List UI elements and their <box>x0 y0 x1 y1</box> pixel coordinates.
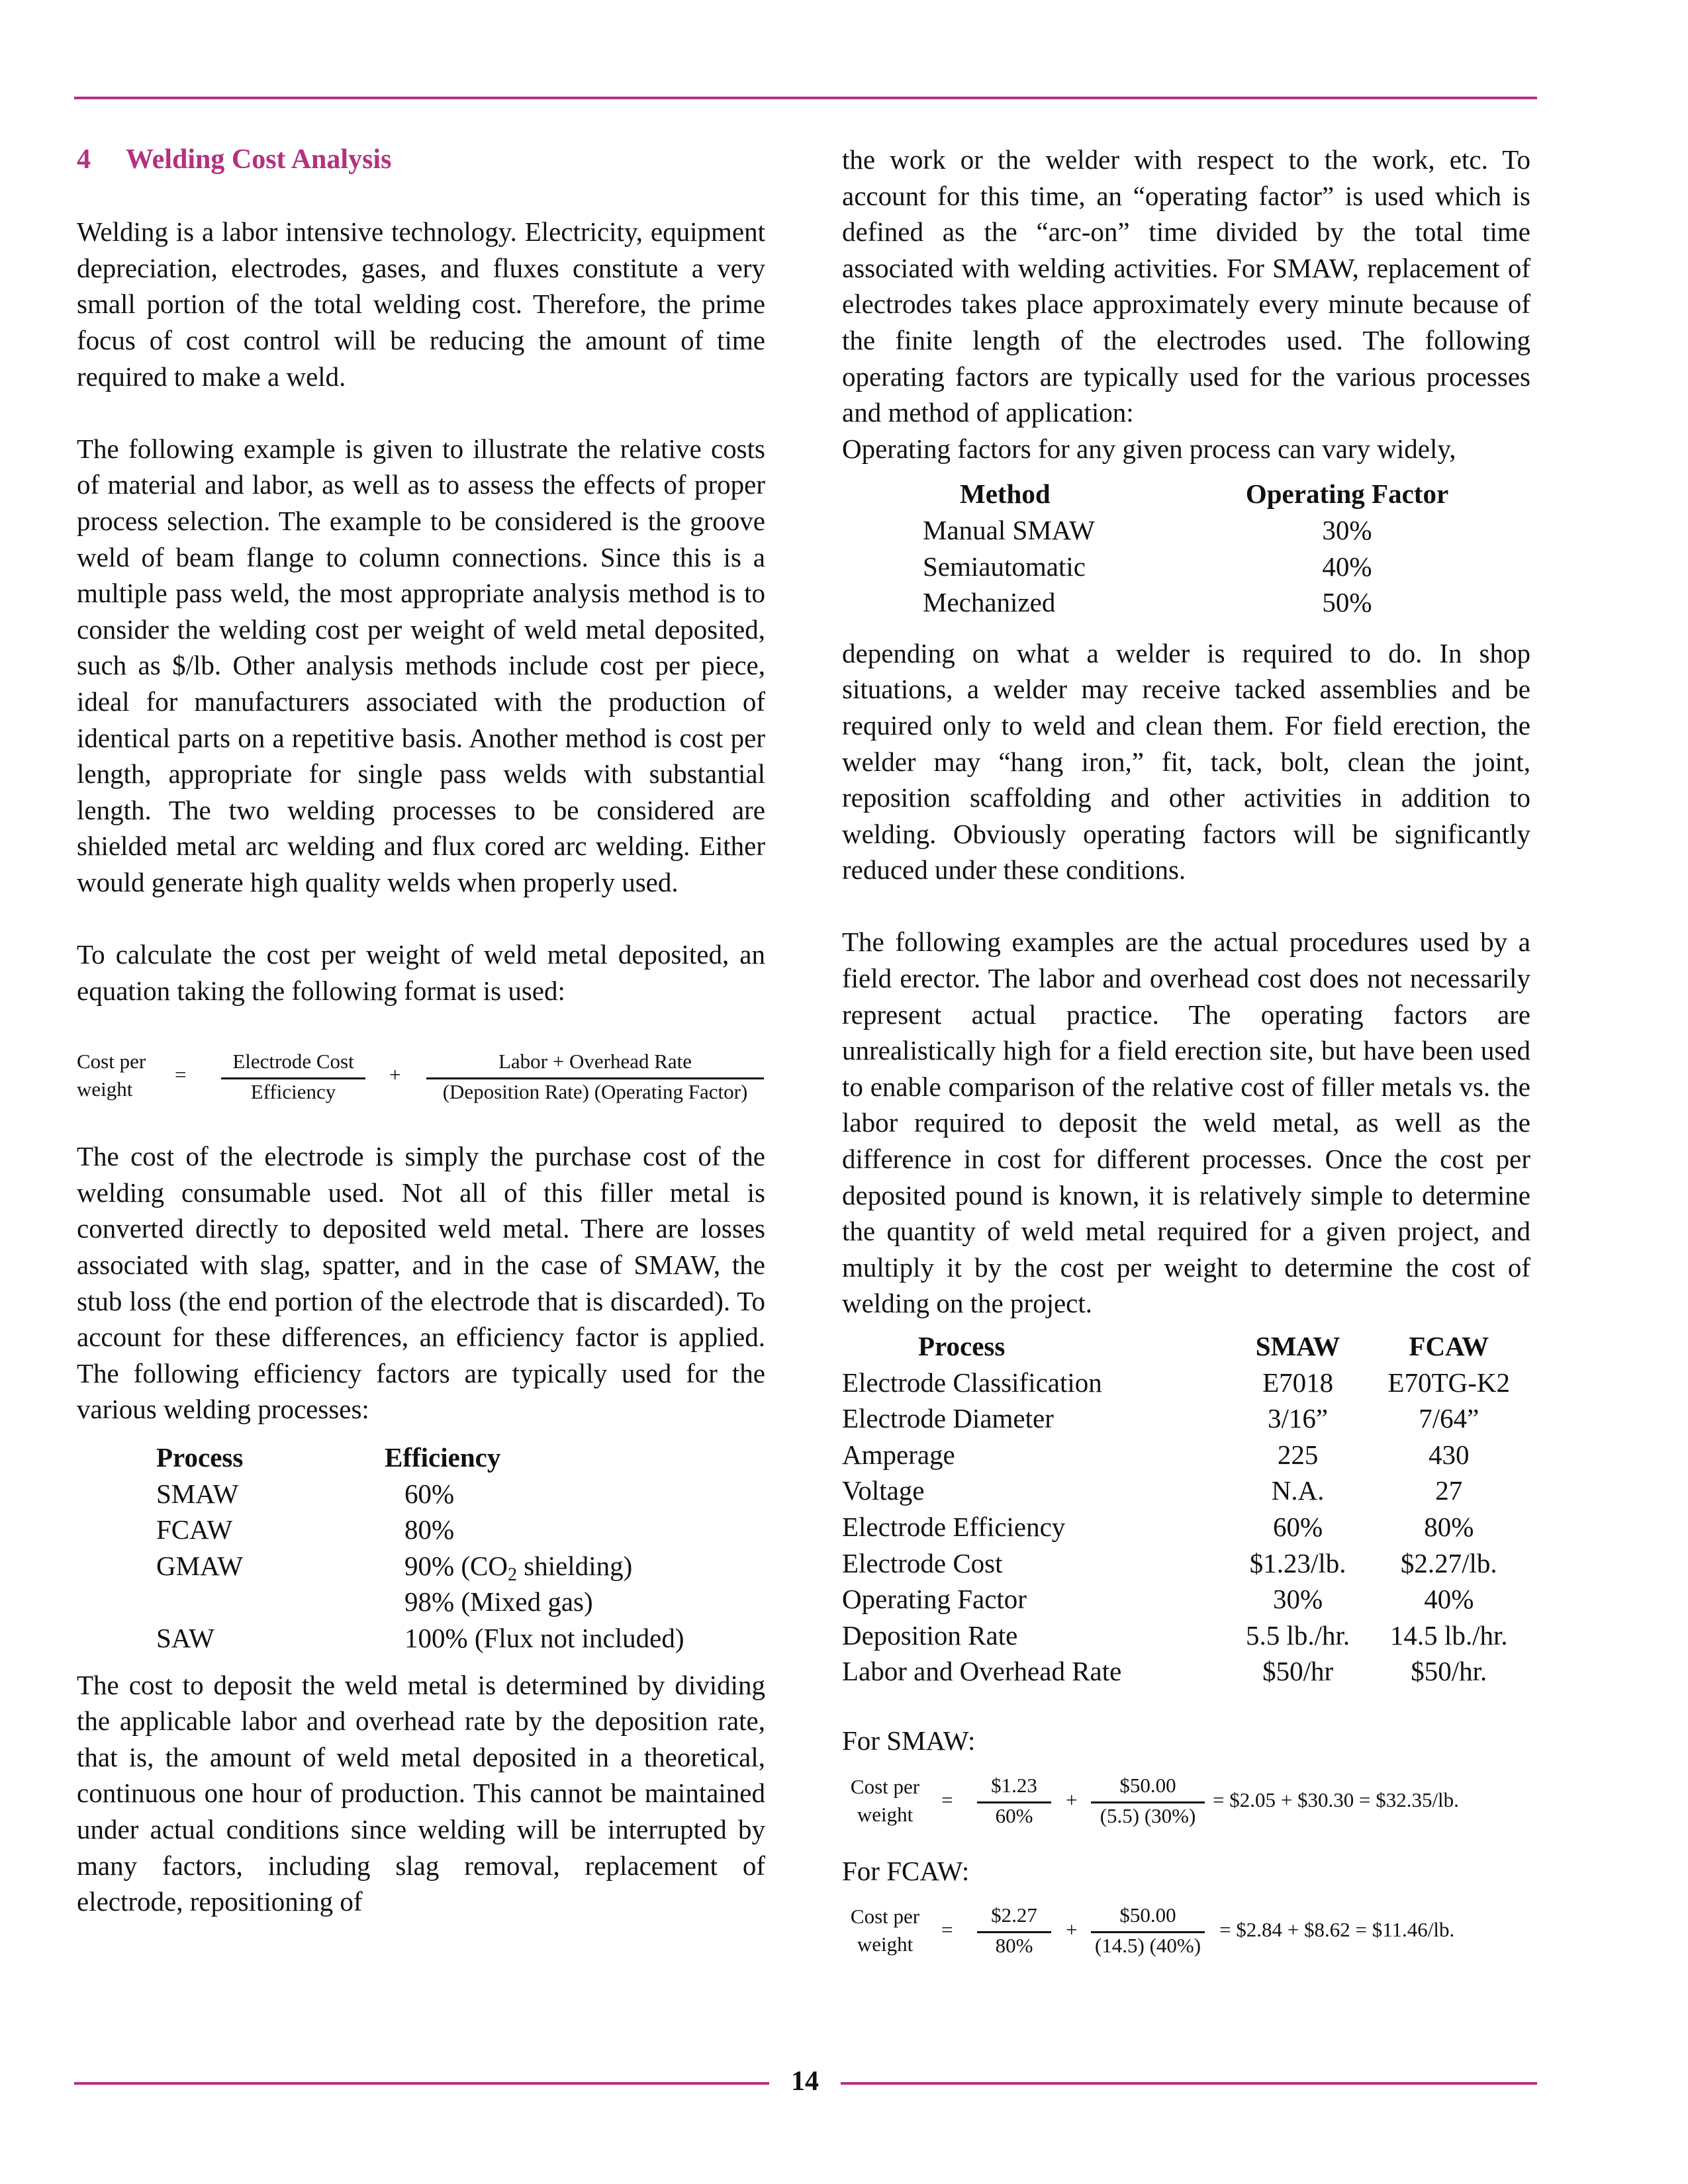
calc-term2-numerator: $50.00 <box>1119 1773 1176 1797</box>
table-row <box>842 1400 1530 1437</box>
table-cell: 14.5 lb./hr. <box>1389 1619 1508 1651</box>
table-cell: Operating Factor <box>842 1584 1027 1615</box>
table-cell: Semiautomatic <box>923 551 1086 582</box>
smaw-calculation <box>842 1767 1530 1840</box>
table-cell: SAW <box>156 1622 214 1653</box>
fcaw-calculation <box>842 1897 1530 1970</box>
efficiency-table <box>156 1439 684 1657</box>
table-row <box>842 1473 1530 1509</box>
table-header-row <box>156 1439 684 1476</box>
footer-rule-left <box>74 2082 769 2085</box>
paragraph: Operating factors for any given process can vary widely, <box>842 433 1456 464</box>
table-cell: $2.27/lb. <box>1400 1547 1497 1578</box>
calc-term1-denominator: 80% <box>995 1934 1033 1958</box>
formula-term1-denominator: Efficiency <box>250 1080 336 1104</box>
calc-plus: + <box>1066 1788 1078 1811</box>
table-cell: E70TG-K2 <box>1387 1367 1510 1398</box>
table-cell: $50/hr. <box>1411 1656 1487 1687</box>
eff-text: 90% (CO <box>404 1550 508 1581</box>
smaw-calc-label: For SMAW: <box>842 1725 976 1756</box>
table-header: Method <box>960 478 1051 510</box>
paragraph: The cost to deposit the weld metal is determined by dividing the applicable labor and overhead rate by the deposition rate, that is, the amount of weld metal deposited in a theoretical, continuous one hour of production. This cannot be maintained under actual conditions since welding will be interrupted by many factors, including slag removal, replacement of electrode, repositioning of <box>77 1669 765 1917</box>
table-cell: 7/64” <box>1419 1403 1479 1434</box>
section-title: Welding Cost Analysis <box>126 144 392 175</box>
formula-term2-numerator: Labor + Overhead Rate <box>498 1050 692 1073</box>
table-cell: SMAW <box>156 1478 239 1509</box>
calc-term2-denominator: (5.5) (30%) <box>1100 1803 1196 1827</box>
table-row <box>842 1509 1530 1545</box>
formula-term1-numerator: Electrode Cost <box>232 1050 354 1073</box>
table-row <box>842 1653 1530 1690</box>
table-cell: FCAW <box>156 1514 233 1545</box>
table-cell: 60% <box>1273 1511 1323 1542</box>
calc-term2-denominator: (14.5) (40%) <box>1094 1934 1201 1958</box>
table-row <box>923 584 1456 621</box>
formula-equals: = <box>175 1063 187 1087</box>
table-cell <box>385 1548 684 1584</box>
table-cell: 5.5 lb./hr. <box>1245 1619 1350 1651</box>
subscript: 2 <box>508 1564 518 1585</box>
table-cell: 98% (Mixed gas) <box>404 1586 593 1617</box>
calc-lhs-line2: weight <box>857 1933 914 1956</box>
table-header: Process <box>918 1331 1006 1361</box>
calc-term1-denominator: 60% <box>995 1803 1033 1827</box>
table-cell: Mechanized <box>923 587 1056 618</box>
section-heading <box>77 142 765 178</box>
table-cell: 80% <box>404 1514 455 1545</box>
table-cell: $1.23/lb. <box>1249 1547 1346 1578</box>
table-row <box>842 1617 1530 1654</box>
table-cell: Electrode Diameter <box>842 1403 1054 1434</box>
calc-lhs-line2: weight <box>857 1802 914 1826</box>
table-row <box>156 1548 684 1584</box>
table-cell: E7018 <box>1262 1367 1334 1398</box>
table-header: SMAW <box>1255 1331 1340 1361</box>
table-header: Efficiency <box>385 1442 501 1473</box>
table-cell: Labor and Overhead Rate <box>842 1656 1122 1687</box>
table-cell: 60% <box>404 1478 455 1509</box>
table-cell: 225 <box>1277 1439 1319 1470</box>
operating-factor-table <box>923 476 1456 620</box>
calc-equals: = <box>941 1788 953 1811</box>
table-row <box>842 1581 1530 1617</box>
table-cell: $50/hr <box>1262 1656 1334 1687</box>
calc-term1-numerator: $2.27 <box>991 1903 1037 1927</box>
paragraph: depending on what a welder is required to do. In shop situations, a welder may receive tacked assemblies and be required only to weld and clean them. For field erection, the welder may “hang iron,” fit, tack, bolt, clean the joint, reposition scaffolding and other activities in addition to welding. Obviously operating factors will be significantly reduced under these conditions. <box>842 637 1530 886</box>
calc-result: = $2.05 + $30.30 = $32.35/lb. <box>1213 1788 1459 1811</box>
table-row <box>156 1512 684 1548</box>
table-cell: Electrode Efficiency <box>842 1511 1066 1542</box>
table-header-row <box>842 1328 1530 1365</box>
right-column <box>842 142 1530 1983</box>
formula-plus: + <box>389 1063 401 1087</box>
table-header: Operating Factor <box>1245 478 1449 510</box>
table-row <box>842 1365 1530 1401</box>
paragraph: the work or the welder with respect to the work, etc. To account for this time, an “operating factor” is used which is defined as the “arc-on” time divided by the total time associated with welding activities. For SMAW, replacement of electrodes takes place approximately every minute because of the finite length of the electrodes used. The following operating factors are typically used for the various processes and method of application: <box>842 144 1530 428</box>
table-cell: Electrode Cost <box>842 1547 1003 1578</box>
table-row <box>156 1584 684 1620</box>
table-row <box>842 1545 1530 1582</box>
table-cell: Voltage <box>842 1475 925 1506</box>
table-cell: 40% <box>1322 551 1372 582</box>
paragraph: The following examples are the actual procedures used by a field erector. The labor and overhead cost does not necessarily represent actual practice. The operating factors are unrealistically high for a field erection site, but have been used to enable comparison of the relative cost of filler metals vs. the labor required to deposit the weld metal, as well as the difference in cost for different processes. Once the cost per deposited pound is known, it is relatively simple to determine the quantity of weld metal required for a given project, and multiply it by the cost per weight to determine the cost of welding on the project. <box>842 927 1530 1319</box>
paragraph: To calculate the cost per weight of weld metal deposited, an equation taking the following format is used: <box>77 939 765 1006</box>
table-cell: Amperage <box>842 1439 955 1470</box>
table-header: FCAW <box>1409 1331 1489 1361</box>
table-row <box>923 549 1456 585</box>
table-cell: 27 <box>1435 1475 1463 1506</box>
table-cell: Manual SMAW <box>923 514 1095 545</box>
table-row <box>156 1476 684 1512</box>
process-comparison-table <box>842 1328 1530 1690</box>
formula-lhs-line1: Cost per <box>77 1050 146 1073</box>
calc-lhs-line1: Cost per <box>850 1905 920 1929</box>
formula-lhs-line2: weight <box>77 1077 133 1101</box>
table-cell: 100% (Flux not included) <box>404 1622 684 1653</box>
footer-rule-right <box>841 2082 1537 2085</box>
table-row <box>923 512 1456 549</box>
table-cell: 30% <box>1273 1584 1323 1615</box>
table-cell: GMAW <box>156 1550 244 1581</box>
calc-equals: = <box>941 1918 953 1942</box>
table-cell: 50% <box>1322 587 1372 618</box>
calc-lhs-line1: Cost per <box>850 1774 920 1798</box>
table-cell: 30% <box>1322 514 1372 545</box>
paragraph: The cost of the electrode is simply the purchase cost of the welding consumable used. Not all of this filler metal is converted directly to deposited weld metal. There are losses associated with slag, spatter, and in the case of SMAW, the stub loss (the end portion of the electrode that is discarded). To account for these differences, an efficiency factor is applied. The following efficiency factors are typically used for the various welding processes: <box>77 1141 765 1425</box>
table-cell: Deposition Rate <box>842 1619 1018 1651</box>
table-cell: 3/16” <box>1268 1403 1329 1434</box>
formula-term2-denominator: (Deposition Rate) (Operating Factor) <box>442 1080 748 1104</box>
table-header-row <box>923 476 1456 512</box>
paragraph: Welding is a labor intensive technology. Electricity, equipment depreciation, electrodes, gases, and fluxes constitute a very small portion of the total welding cost. Therefore, the prime focus of cost control will be reducing the amount of time required to make a weld. <box>77 216 765 392</box>
calc-plus: + <box>1066 1918 1078 1942</box>
header-rule <box>74 97 1537 99</box>
calc-term1-numerator: $1.23 <box>991 1773 1037 1797</box>
table-cell <box>156 1584 385 1620</box>
eff-text: shielding) <box>517 1550 633 1581</box>
table-cell: Electrode Classification <box>842 1367 1102 1398</box>
table-cell: N.A. <box>1271 1475 1325 1506</box>
calc-term2-numerator: $50.00 <box>1119 1903 1176 1927</box>
table-row <box>156 1620 684 1657</box>
page-number: 14 <box>791 2066 819 2097</box>
left-column <box>77 142 765 1920</box>
table-cell: 430 <box>1429 1439 1470 1470</box>
cost-formula <box>77 1048 765 1108</box>
table-cell: 80% <box>1424 1511 1474 1542</box>
section-number: 4 <box>77 144 91 175</box>
table-header: Process <box>156 1442 244 1473</box>
fcaw-calc-label: For FCAW: <box>842 1855 970 1886</box>
paragraph: The following example is given to illustrate the relative costs of material and labor, as well as to assess the effects of proper process selection. The example to be considered is the groove weld of beam flange to column connections. Since this is a multiple pass weld, the most appropriate analysis method is to consider the welding cost per weight of weld metal deposited, such as $/lb. Other analysis methods include cost per piece, ideal for manufacturers associated with the production of identical parts on a repetitive basis. Another method is cost per length, appropriate for single pass welds with substantial length. The two welding processes to be considered are shielded metal arc welding and flux cored arc welding. Either would generate high quality welds when properly used. <box>77 433 765 897</box>
calc-result: = $2.84 + $8.62 = $11.46/lb. <box>1219 1918 1455 1942</box>
table-row <box>842 1437 1530 1473</box>
table-cell: 40% <box>1424 1584 1474 1615</box>
